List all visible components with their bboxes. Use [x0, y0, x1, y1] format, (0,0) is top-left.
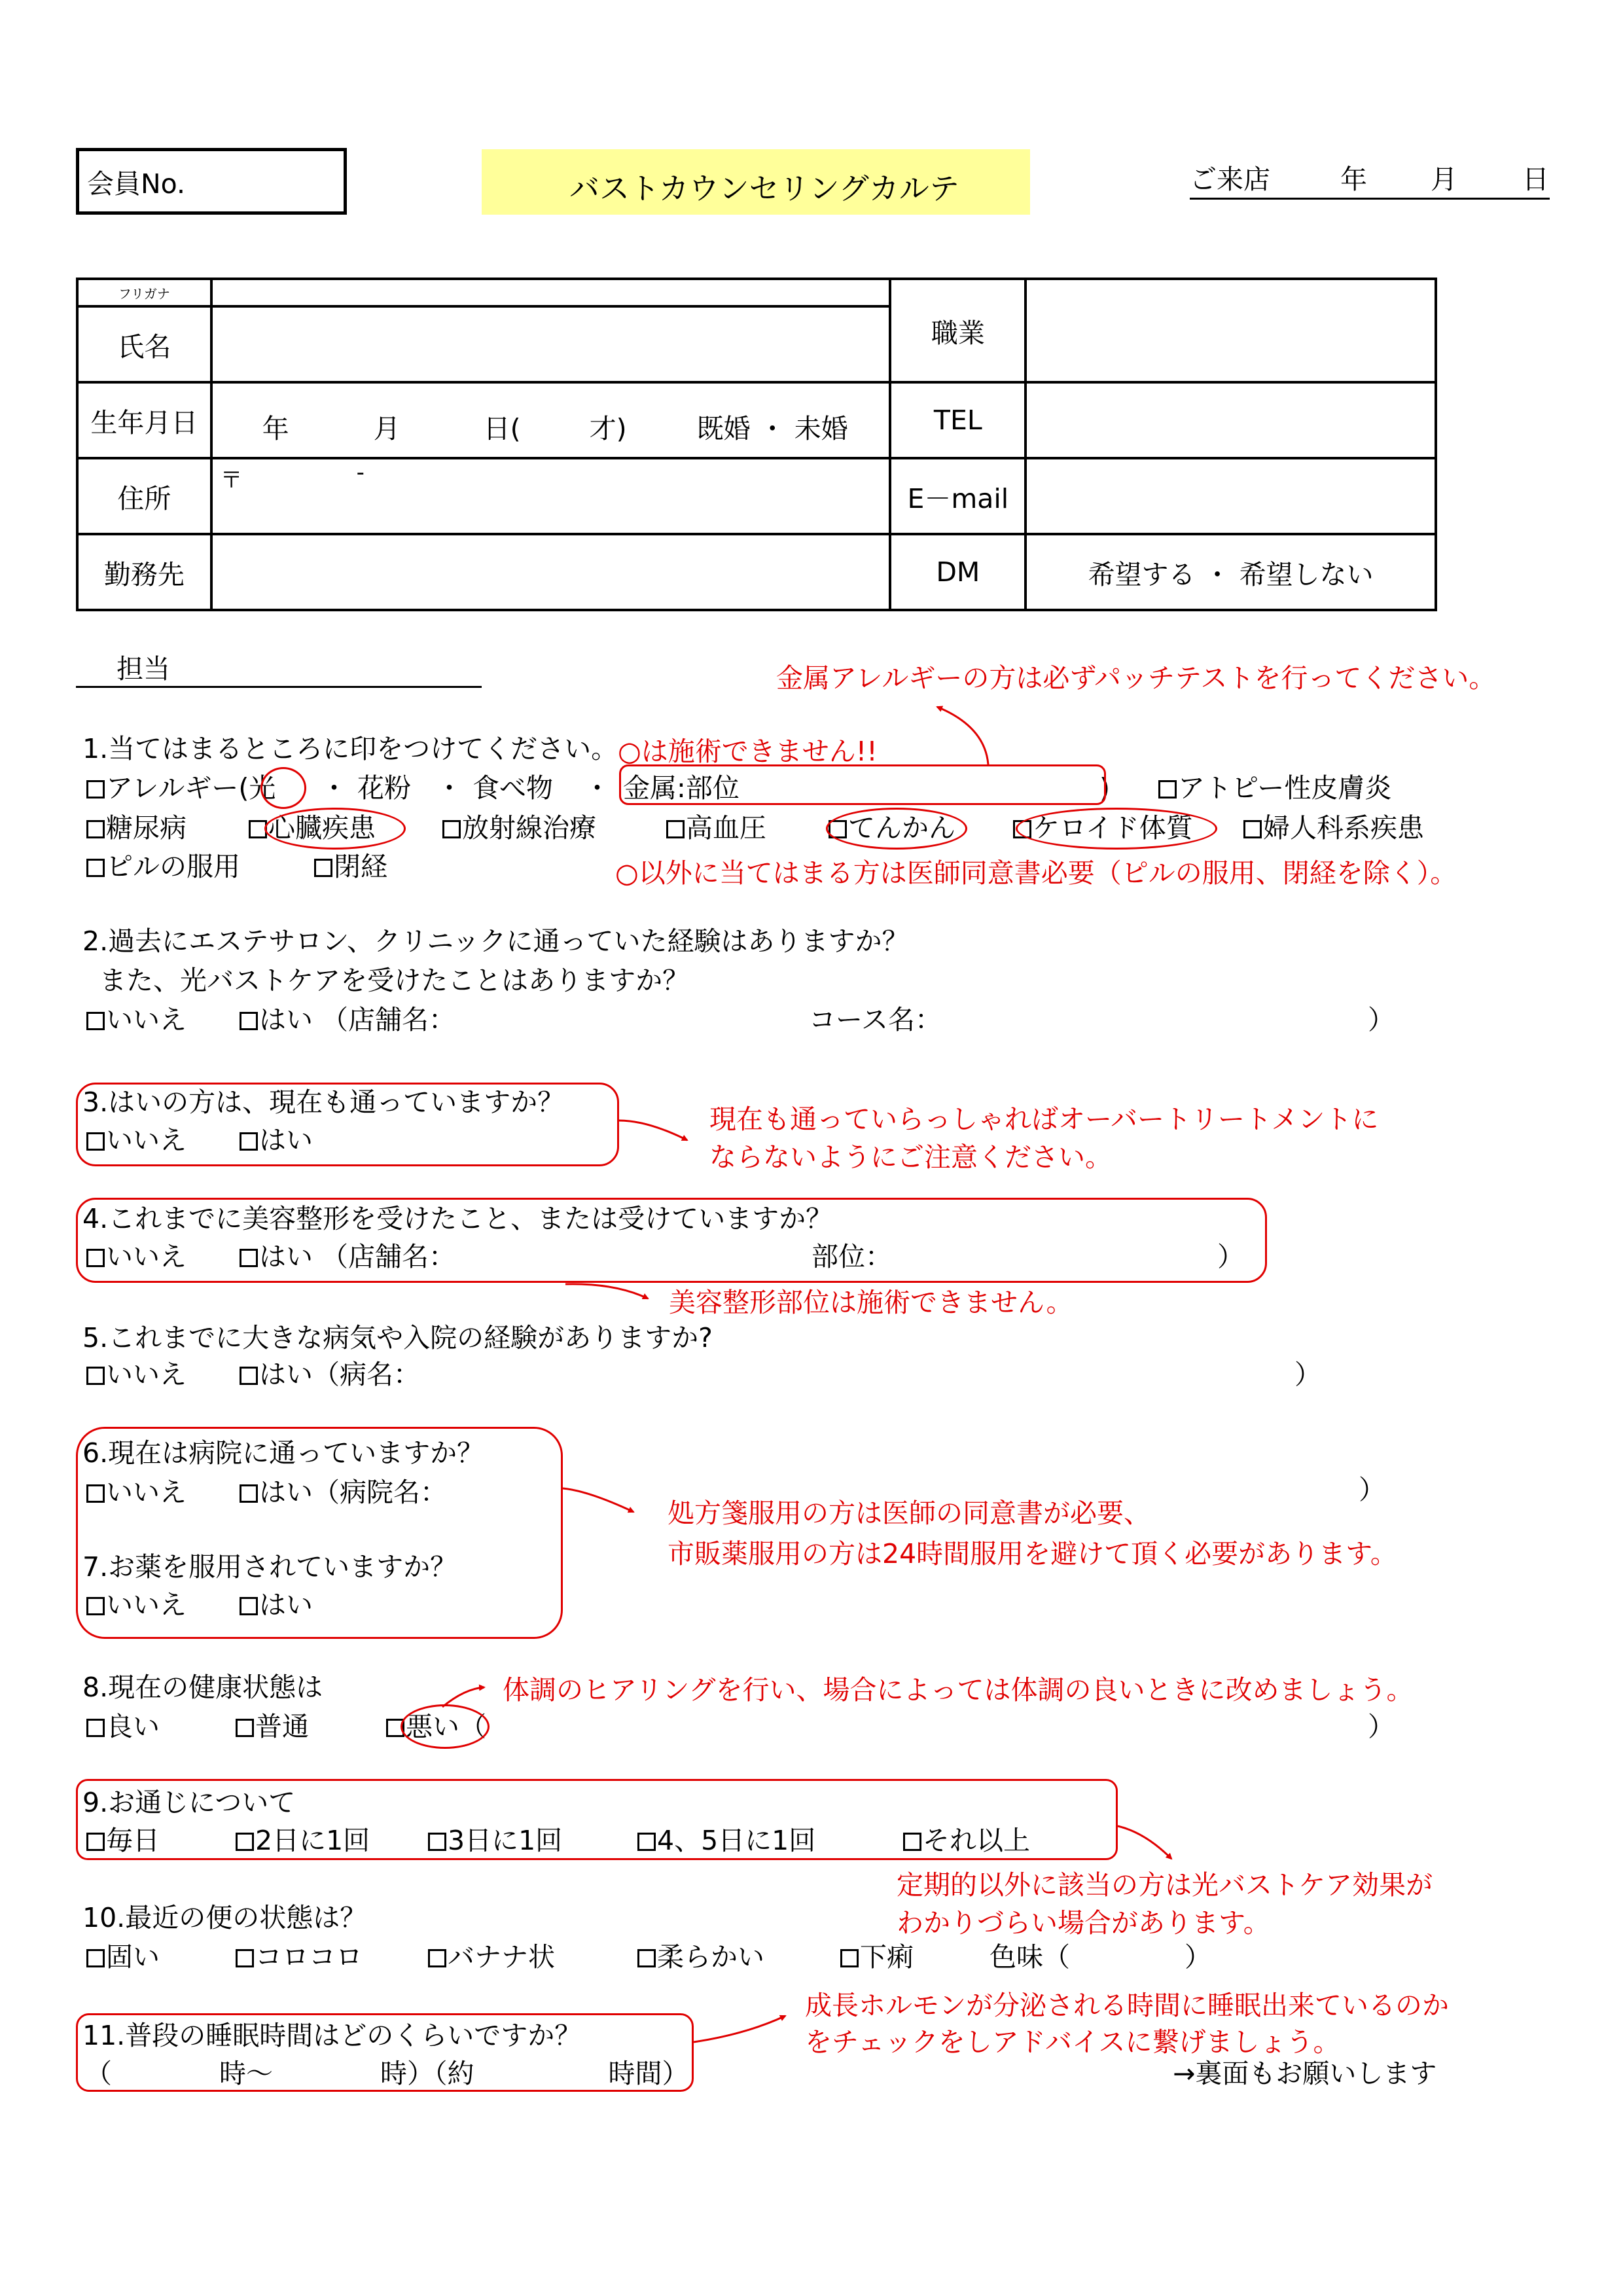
- hard-label: 固い: [106, 1941, 160, 1973]
- yes-label: はい （店舗名：: [259, 1004, 456, 1035]
- q2-line2: また、光バストケアを受けたことはありますか？: [99, 965, 690, 996]
- birth-label: 生年月日: [77, 382, 211, 458]
- occupation-label: 職業: [890, 279, 1026, 382]
- q7-title: 7.お薬を服用されていますか？: [82, 1551, 457, 1583]
- visit-day: 日: [1522, 164, 1549, 195]
- q5-close: ）: [1294, 1359, 1321, 1390]
- visit-month: 月: [1431, 164, 1457, 195]
- no-label: いいえ: [106, 1124, 187, 1156]
- no-label: いいえ: [106, 1477, 187, 1508]
- q1-pollen[interactable]: 花粉: [357, 772, 411, 804]
- no-label: いいえ: [106, 1359, 187, 1390]
- menopause-label: 閉経: [334, 851, 387, 882]
- arrow-q4: [565, 1284, 648, 1299]
- q8-close: ）: [1368, 1711, 1395, 1742]
- q5-title: 5.これまでに大きな病気や入院の経験がありますか?: [82, 1322, 713, 1354]
- yes-label: はい: [259, 1589, 313, 1621]
- q6-close: ）: [1359, 1474, 1385, 1505]
- note-consent: ○以外に当てはまる方は医師同意書必要（ピルの服用、閉経を除く）。: [615, 857, 1457, 889]
- dm-label: DM: [890, 534, 1026, 610]
- atopy-label: アトピー性皮膚炎: [1178, 772, 1392, 804]
- arrow-q9: [1118, 1826, 1171, 1859]
- visit-year: 年: [1340, 164, 1367, 195]
- normal-label: 普通: [255, 1711, 309, 1742]
- arrow-metal-patch: [937, 707, 988, 764]
- q1-title: 1.当てはまるところに印をつけてください。: [82, 733, 618, 764]
- furigana-label: フリガナ: [77, 279, 211, 306]
- q10-title: 10.最近の便の状態は？: [82, 1902, 367, 1933]
- no-label: いいえ: [106, 1004, 187, 1035]
- keloid-label: ケロイド体質: [1033, 812, 1193, 844]
- note-over-treatment-2: ならないようにご注意ください。: [709, 1141, 1112, 1173]
- q4-part[interactable]: 部位：: [812, 1241, 892, 1272]
- address-label: 住所: [77, 458, 211, 534]
- birth-age: 才): [589, 413, 627, 444]
- no-label: いいえ: [106, 1589, 187, 1621]
- hikari-option: 光: [249, 772, 276, 804]
- bad-label: 悪い（: [406, 1711, 486, 1742]
- note-circle-no: ○は施術できません!!: [618, 736, 878, 767]
- q8-title: 8.現在の健康状態は: [82, 1672, 323, 1703]
- note-medicine-2: 市販薬服用の方は24時間服用を避けて頂く必要があります。: [668, 1538, 1397, 1570]
- q1-metal[interactable]: 金属:部位: [623, 772, 740, 804]
- q4-close: ）: [1217, 1241, 1244, 1272]
- visit-label: ご来店: [1190, 164, 1270, 195]
- note-sleep-1: 成長ホルモンが分泌される時間に睡眠出来ているのか: [805, 1990, 1449, 2021]
- q11-title: 11.普段の睡眠時間はどのくらいですか？: [82, 2020, 582, 2051]
- note-cosmetic: 美容整形部位は施術できません。: [669, 1287, 1073, 1318]
- allergy-label: アレルギー(: [106, 772, 249, 804]
- birth-day: 日(: [483, 413, 521, 444]
- postal-dash: -: [356, 459, 365, 486]
- q1-metal-close: ): [1099, 772, 1110, 804]
- workplace-label: 勤務先: [77, 534, 211, 610]
- two-label: 2日に1回: [255, 1825, 370, 1856]
- hypertension-label: 高血圧: [686, 812, 766, 844]
- arrow-q6: [563, 1488, 633, 1512]
- pellet-label: コロコロ: [255, 1941, 363, 1973]
- q2-line1: 2.過去にエステサロン、クリニックに通っていた経験はありますか？: [82, 925, 909, 957]
- q11-hours[interactable]: （ 時～ 時）（約 時間）: [85, 2058, 689, 2089]
- q3-title: 3.はいの方は、現在も通っていますか？: [82, 1086, 565, 1118]
- arrow-q11: [694, 2016, 785, 2042]
- q2-course[interactable]: コース名：: [809, 1004, 942, 1035]
- note-health: 体調のヒアリングを行い、場合によっては体調の良いときに改めましょう。: [503, 1674, 1414, 1706]
- three-label: 3日に1回: [448, 1825, 563, 1856]
- note-sleep-2: をチェックをしアドバイスに繋げましょう。: [805, 2026, 1340, 2058]
- q10-color[interactable]: 色味（: [990, 1941, 1070, 1973]
- q1-dot1: ・: [321, 772, 348, 804]
- postal-mark: 〒: [220, 467, 243, 493]
- q10-close: ）: [1185, 1941, 1211, 1973]
- q9-title: 9.お通じについて: [82, 1787, 296, 1818]
- q1-dot3: ・: [584, 772, 611, 804]
- soft-label: 柔らかい: [657, 1941, 764, 1973]
- gyne-label: 婦人科系疾患: [1263, 812, 1424, 844]
- page-title: バストカウンセリングカルテ: [569, 171, 959, 206]
- q2-close: ）: [1368, 1004, 1395, 1035]
- good-label: 良い: [106, 1711, 160, 1742]
- note-medicine-1: 処方箋服用の方は医師の同意書が必要、: [668, 1498, 1150, 1529]
- note-over-treatment-1: 現在も通っていらっしゃればオーバートリートメントに: [709, 1103, 1379, 1135]
- yes-label: はい（病名：: [259, 1359, 420, 1390]
- diabetes-label: 糖尿病: [106, 812, 187, 844]
- four-five-label: 4、5日に1回: [657, 1825, 816, 1856]
- tel-label: TEL: [890, 382, 1026, 458]
- q4-title: 4.これまでに美容整形を受けたこと、または受けていますか？: [82, 1203, 833, 1234]
- birth-year: 年: [262, 413, 289, 444]
- q6-title: 6.現在は病院に通っていますか？: [82, 1437, 484, 1469]
- pill-label: ピルの服用: [106, 851, 240, 882]
- arrow-q8: [442, 1687, 484, 1707]
- member-no-label: 会員No.: [87, 168, 186, 200]
- epilepsy-label: てんかん: [848, 812, 955, 844]
- note-bowel-2: わかりづらい場合があります。: [897, 1907, 1270, 1939]
- note-bowel-1: 定期的以外に該当の方は光バストケア効果が: [897, 1869, 1433, 1901]
- arrow-q3: [619, 1121, 687, 1140]
- more-label: それ以上: [923, 1825, 1030, 1856]
- diarrhea-label: 下痢: [860, 1941, 914, 1973]
- note-metal-patch: 金属アレルギーの方は必ずパッチテストを行ってください。: [776, 662, 1496, 694]
- marital-status: 既婚 ・ 未婚: [696, 413, 848, 444]
- yes-label: はい（病院名：: [259, 1477, 447, 1508]
- dm-options[interactable]: 希望する ・ 希望しない: [1026, 534, 1436, 610]
- yes-label: はい: [259, 1124, 313, 1156]
- q1-dot2: ・: [436, 772, 463, 804]
- birth-month: 月: [373, 413, 401, 444]
- heart-label: 心臓疾患: [268, 812, 376, 844]
- email-label: E－mail: [890, 458, 1026, 534]
- daily-label: 毎日: [106, 1825, 160, 1856]
- footer-note: →裏面もお願いします: [1173, 2058, 1437, 2089]
- name-label: 氏名: [77, 306, 211, 382]
- staff-label: 担当: [116, 653, 170, 685]
- banana-label: バナナ状: [448, 1941, 555, 1973]
- radiation-label: 放射線治療: [462, 812, 596, 844]
- no-label: いいえ: [106, 1241, 187, 1272]
- yes-label: はい （店舗名：: [259, 1241, 456, 1272]
- q1-food[interactable]: 食べ物: [473, 772, 553, 804]
